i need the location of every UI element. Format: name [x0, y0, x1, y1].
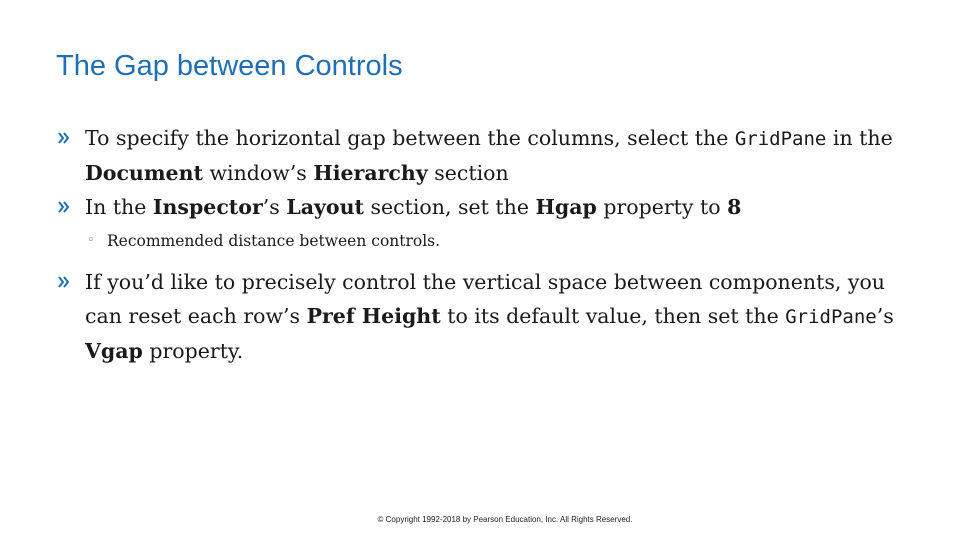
bullet-list	[56, 121, 916, 368]
bullet-text: 8	[727, 195, 742, 219]
bullet-text: property to	[596, 195, 728, 219]
sub-bullet-item	[85, 227, 916, 255]
chevron-bullet-icon	[58, 190, 72, 224]
bullet-text: If you’d like to precisely control the vertical space between components, you can reset each row’s	[85, 270, 886, 328]
bullet-text: property.	[142, 339, 244, 363]
chevron-bullet-icon	[58, 121, 72, 155]
bullet-text: Layout	[286, 195, 364, 219]
sub-bullet-text: Recommended distance between controls.	[107, 232, 441, 250]
bullet-text: section, set the	[363, 195, 536, 219]
bullet-text: Vgap	[85, 339, 143, 363]
bullet-text: Inspector	[152, 195, 263, 219]
bullet-item	[56, 121, 916, 190]
bullet-text: ’s	[876, 304, 894, 328]
chevron-bullet-icon	[58, 265, 72, 299]
bullet-item	[56, 190, 916, 224]
bullet-text: To specify the horizontal gap between the columns, select the	[85, 126, 735, 150]
copyright-footer: © Copyright 1992-2018 by Pearson Education, Inc. All Rights Reserved.	[377, 515, 633, 524]
bullet-text: Document	[85, 161, 203, 185]
bullet-text: window’s	[202, 161, 314, 185]
bullet-text: Hierarchy	[313, 161, 428, 185]
bullet-text: GridPane	[734, 128, 827, 150]
slide-title: The Gap between Controls	[56, 50, 403, 82]
bullet-text: Hgap	[535, 195, 597, 219]
bullet-text: GridPane	[785, 306, 877, 328]
bullet-text: in the	[826, 126, 893, 150]
bullet-text: In the	[85, 195, 153, 219]
bullet-text: ’s	[262, 195, 287, 219]
bullet-item	[56, 265, 916, 368]
bullet-text: Pref Height	[306, 304, 441, 328]
bullet-text: to its default value, then set the	[440, 304, 786, 328]
circle-bullet-icon: ◦	[87, 233, 95, 248]
bullet-text: section	[427, 161, 509, 185]
